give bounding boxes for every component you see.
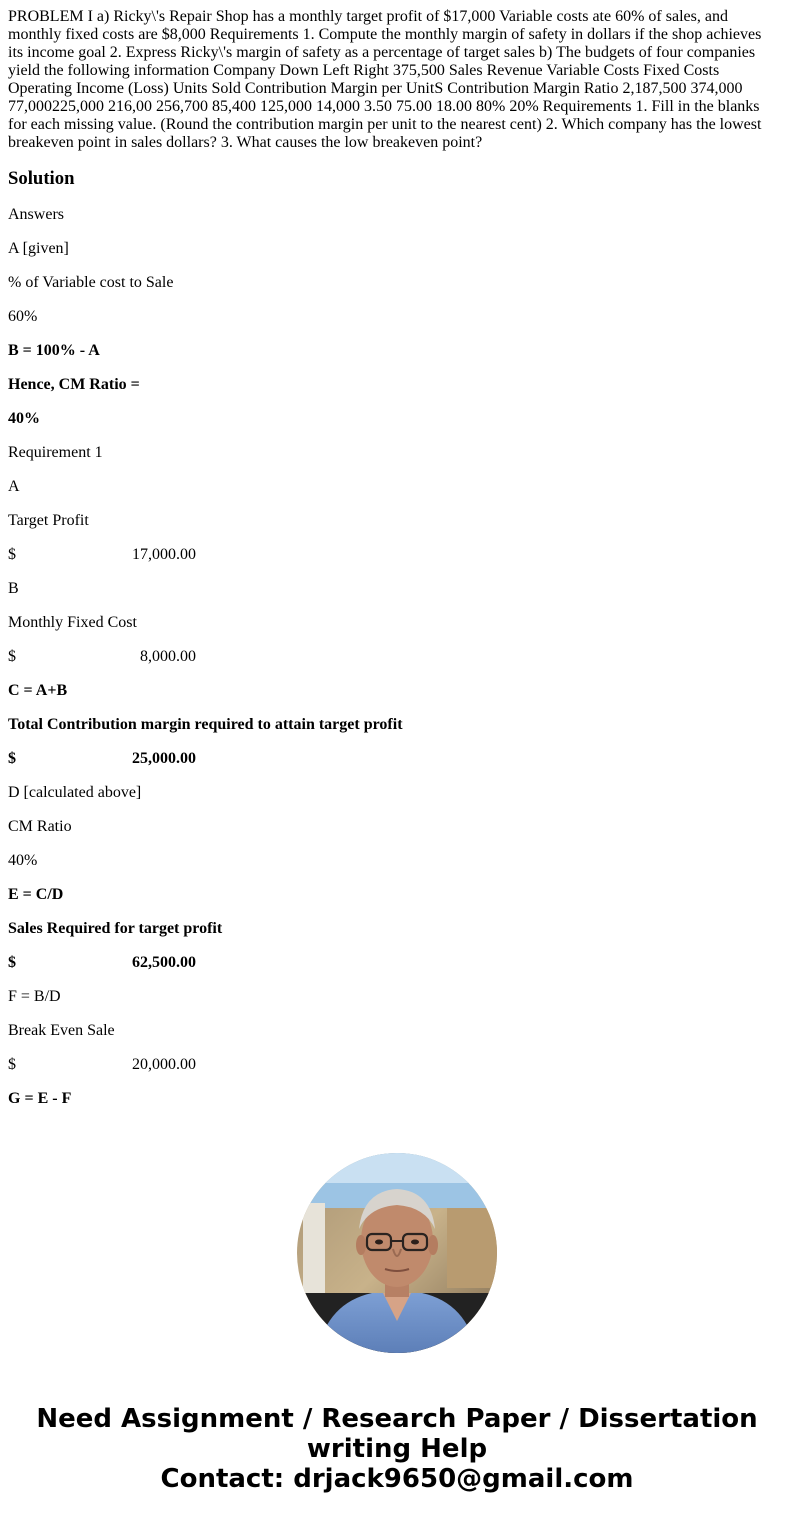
fixed-cost-value: 8,000.00 [140, 648, 196, 665]
currency-symbol: $ [8, 954, 16, 971]
footer-ad [0, 1404, 794, 1494]
currency-symbol: $ [8, 1056, 16, 1073]
break-even-amount [8, 1056, 196, 1074]
g-formula: G = E - F [8, 1090, 72, 1107]
break-even-label: Break Even Sale [8, 1022, 115, 1039]
cm-ratio-value: 40% [8, 410, 40, 427]
f-formula: F = B/D [8, 988, 61, 1005]
b-formula: B = 100% - A [8, 342, 100, 359]
d-calculated-label: D [calculated above] [8, 784, 142, 801]
problem-text: PROBLEM I a) Ricky\'s Repair Shop has a monthly target profit of $17,000 Variable costs ate 60% of sales, and monthly fixed costs are $8,000 Requirements 1. Compute the monthly margin of safety in dollars if the shop achieves its income goal 2. Express Ricky\'s margin of safety as a percentage of target sales b) The budgets of four companies yield the following information Company Down Left Right 375,500 Sales Revenue Variable Costs Fixed Costs Operating Income (Loss) Units Sold Contribution Margin per UnitS Contribution Margin Ratio 2,187,500 374,000 77,000225,000 216,00 256,700 85,400 125,000 14,000 3.50 75.00 18.00 80% 20% Requirements 1. Fill in the blanks for each missing value. (Round the contribution margin per unit to the nearest cent) 2. Which company has the lowest breakeven point in sales dollars? 3. What causes the low breakeven point? [8, 8, 762, 151]
currency-symbol: $ [8, 546, 16, 563]
total-cm-value: 25,000.00 [132, 750, 196, 767]
a-label: A [8, 478, 20, 495]
author-photo [297, 1153, 497, 1353]
variable-cost-pct-label: % of Variable cost to Sale [8, 274, 174, 291]
solution-lines [8, 206, 770, 1108]
fixed-cost-label: Monthly Fixed Cost [8, 614, 137, 631]
target-profit-amount [8, 546, 196, 564]
currency-symbol: $ [8, 648, 16, 665]
sales-required-value: 62,500.00 [132, 954, 196, 971]
cm-ratio-label: Hence, CM Ratio = [8, 376, 140, 393]
cm-ratio-value-2: 40% [8, 852, 38, 869]
footer-line-1: Need Assignment / Research Paper / Dissertation [36, 1404, 758, 1434]
total-cm-label: Total Contribution margin required to attain target profit [8, 716, 403, 733]
a-given-label: A [given] [8, 240, 69, 257]
b-label: B [8, 580, 19, 597]
portrait-image [297, 1153, 497, 1353]
requirement-1-label: Requirement 1 [8, 444, 103, 461]
answers-label: Answers [8, 206, 64, 223]
break-even-value: 20,000.00 [132, 1056, 196, 1073]
sales-required-amount [8, 954, 196, 972]
e-formula: E = C/D [8, 886, 64, 903]
currency-symbol: $ [8, 750, 16, 767]
footer-line-2: writing Help [306, 1434, 488, 1464]
cm-ratio-label-2: CM Ratio [8, 818, 72, 835]
c-formula: C = A+B [8, 682, 68, 699]
variable-cost-pct-value: 60% [8, 308, 38, 325]
sales-required-label: Sales Required for target profit [8, 920, 223, 937]
fixed-cost-amount [8, 648, 196, 666]
total-cm-amount [8, 750, 196, 768]
solution-heading: Solution [8, 168, 75, 189]
target-profit-value: 17,000.00 [132, 546, 196, 563]
target-profit-label: Target Profit [8, 512, 89, 529]
footer-contact[interactable]: Contact: drjack9650@gmail.com [160, 1464, 634, 1494]
